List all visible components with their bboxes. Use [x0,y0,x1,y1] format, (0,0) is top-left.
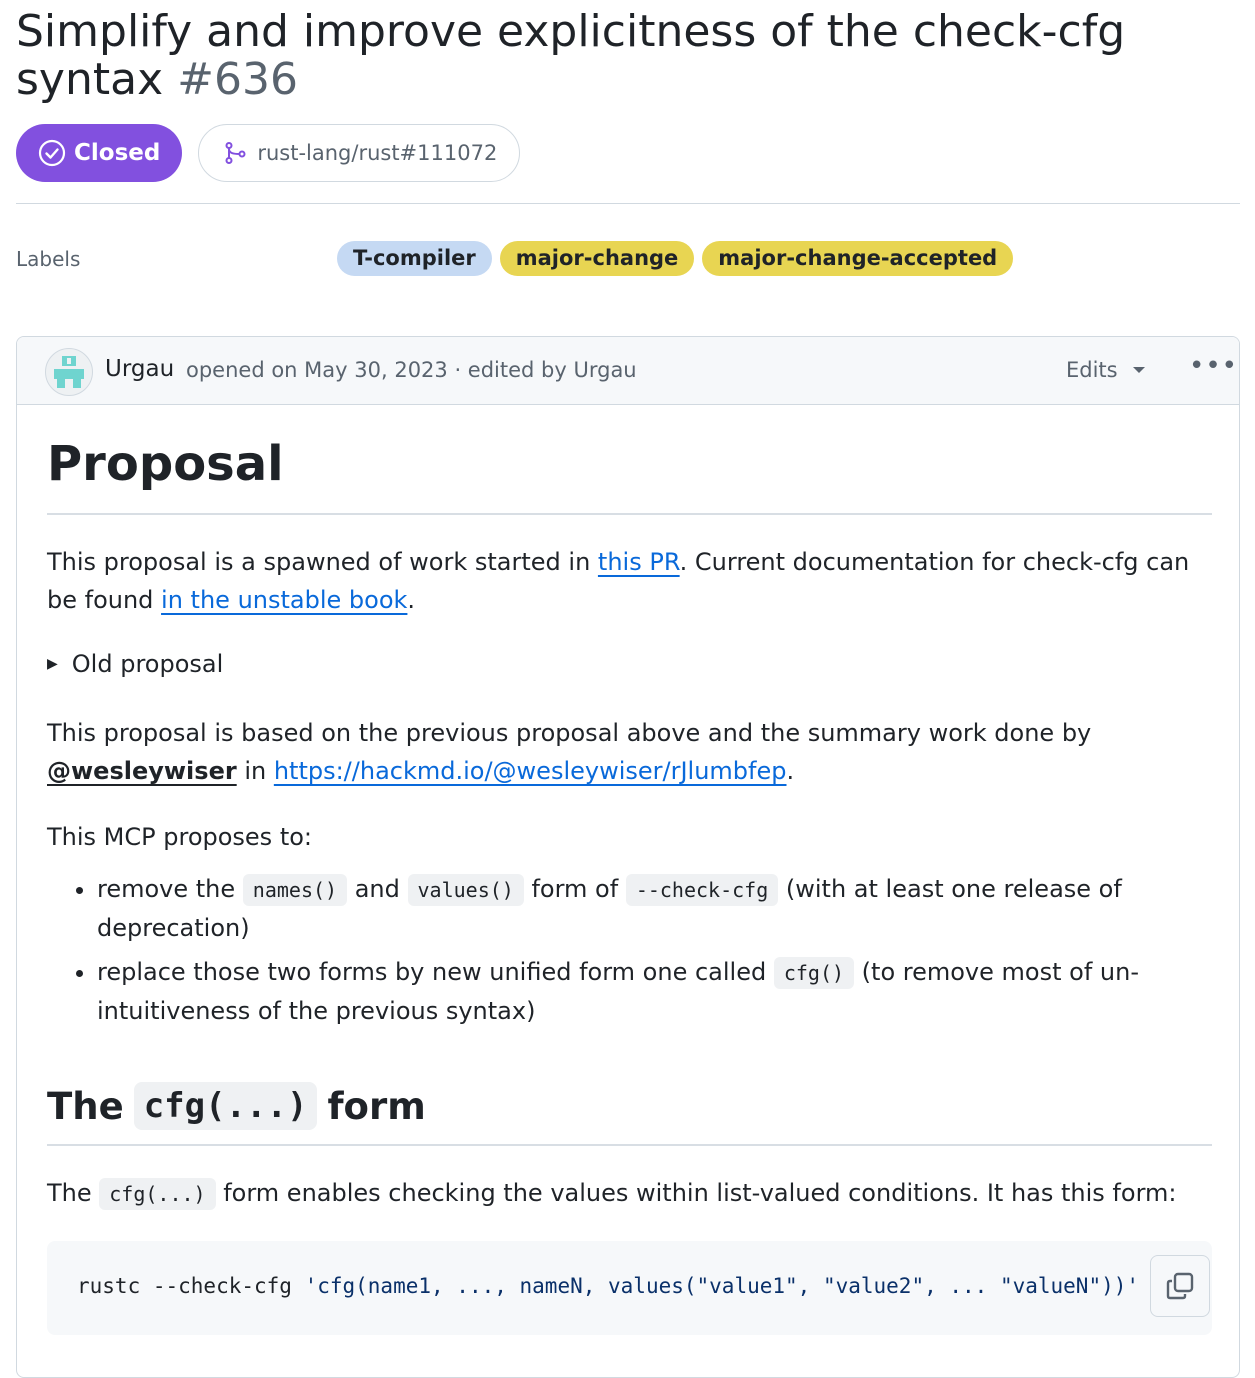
inline-code: names() [243,874,347,906]
details-summary: Old proposal [71,650,224,678]
cfg-description [47,1174,1212,1213]
comment-header [17,337,1239,405]
avatar[interactable] [45,348,93,396]
basis-paragraph [47,714,1212,790]
intro-text-end: . [407,586,416,614]
intro-text-2: . Current documentation for check-cfg can be found [47,548,1190,614]
old-proposal-details[interactable] [47,650,223,678]
issue-comment [16,336,1240,1378]
list-item [97,953,1212,1030]
comment-author[interactable]: Urgau [105,356,175,382]
edits-label: Edits [1066,358,1118,382]
basis-text-in: in [236,757,274,785]
more-options-button[interactable]: ••• [1189,351,1239,381]
heading-rule [47,513,1212,515]
code-string: 'cfg(name1, ..., nameN, values("value1", "value2", ... "valueN"))' [304,1274,1140,1298]
heading-rule [47,1144,1212,1146]
inline-code: cfg(...) [99,1178,215,1210]
issue-title [16,8,1216,104]
bullet-text: replace those two forms by new unified form one called [97,958,774,986]
user-mention-link[interactable]: @wesleywiser [47,757,237,785]
identicon-icon [46,349,92,395]
labels-heading: Labels [16,247,81,271]
linked-pr-label: rust-lang/rust#111072 [257,141,498,165]
header-divider [16,203,1240,204]
triangle-down-icon [1132,365,1146,375]
unstable-book-link[interactable]: in the unstable book [161,586,408,614]
inline-code: cfg() [774,957,854,989]
desc-text: form enables checking the values within list-valued conditions. It has this form: [215,1179,1177,1207]
label-major-change[interactable]: major-change [500,241,695,276]
disclosure-triangle-icon: ▶ [47,656,58,672]
intro-paragraph [47,543,1212,619]
inline-code: values() [408,874,524,906]
git-merge-icon [223,141,247,165]
bullet-text: form of [523,875,626,903]
basis-text: This proposal is based on the previous proposal above and the summary work done by [47,719,1092,747]
state-badge [16,124,182,182]
state-label: Closed [74,140,161,166]
issue-number: #636 [177,54,298,105]
code-content [77,1271,1139,1301]
label-major-change-accepted[interactable]: major-change-accepted [702,241,1013,276]
code-command: rustc --check-cfg [77,1274,305,1298]
inline-code: --check-cfg [626,874,778,906]
copy-icon [1165,1271,1195,1301]
mcp-intro: This MCP proposes to: [47,823,312,851]
bullet-text: (with at least one release of deprecation) [97,875,1122,942]
hackmd-link[interactable]: https://hackmd.io/@wesleywiser/rJlumbfep [273,757,787,785]
bullet-text: (to remove most of un-intuitiveness of the previous syntax) [97,958,1139,1025]
this-pr-link[interactable]: this PR [597,548,680,576]
cfg-form-heading [47,1082,426,1130]
edits-dropdown[interactable] [1066,358,1146,382]
heading-text: The [47,1084,124,1128]
intro-text: This proposal is a spawned of work started in [47,548,598,576]
check-circle-icon [38,139,66,167]
issue-title-text: Simplify and improve explicitness of the check-cfg syntax [16,6,1126,105]
comment-timestamp: opened on May 30, 2023 · edited by Urgau [186,358,637,382]
code-block[interactable] [47,1241,1212,1335]
bullet-text: and [347,875,408,903]
basis-text-end: . [786,757,795,785]
proposal-list [47,870,1212,1036]
issue-meta-row [16,124,520,182]
heading-code: cfg(...) [134,1082,318,1130]
copy-button[interactable] [1150,1255,1210,1317]
labels-list [337,241,1013,276]
desc-text: The [47,1179,100,1207]
bullet-text: remove the [97,875,243,903]
label-t-compiler[interactable]: T-compiler [337,241,492,276]
heading-text: form [327,1084,426,1128]
proposal-heading: Proposal [47,436,284,492]
linked-pr-button[interactable] [198,124,520,182]
list-item [97,870,1212,947]
